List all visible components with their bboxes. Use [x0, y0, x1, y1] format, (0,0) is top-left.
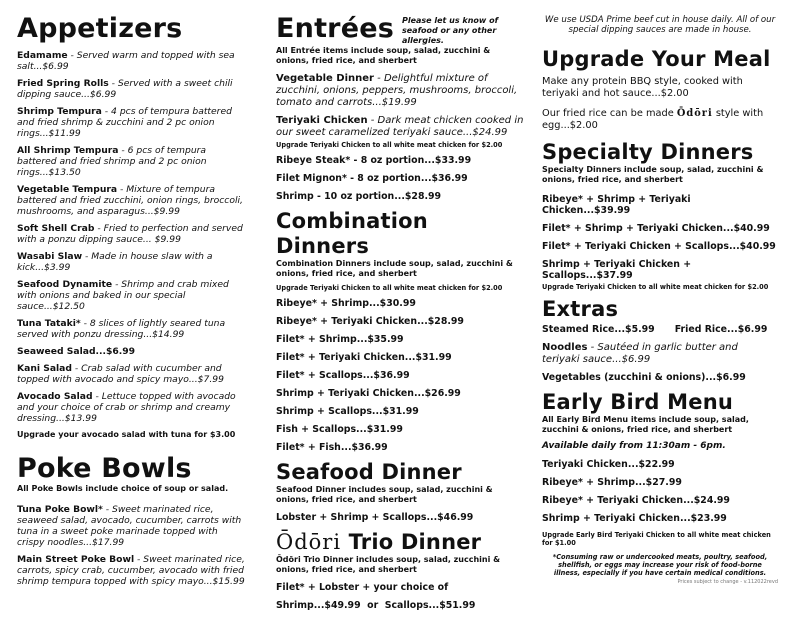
menu-item: Vegetable Dinner - Delightful mixture of zucchini, onions, peppers, mushrooms, broccoli, tomato and carrots...$19.99	[276, 73, 518, 108]
menu-line: Ribeye* + Teriyaki Chicken...$28.99	[276, 316, 464, 327]
menu-line: Shrimp + Teriyaki Chicken...$23.99	[542, 513, 727, 524]
upgrade-bbq: Make any protein BBQ style, cooked with teriyaki and hot sauce...$2.00	[542, 76, 743, 99]
teriyaki-upgrade-note: Upgrade Teriyaki Chicken to all white meat chicken for $2.00	[276, 141, 503, 149]
menu-item: Kani Salad - Crab salad with cucumber and topped with avocado and spicy mayo...$7.99	[17, 363, 224, 385]
early-bird-hours: Available daily from 11:30am - 6pm.	[542, 441, 726, 451]
trio-includes: Ōdōri Trio Dinner includes soup, salad, zucchini & onions, fried rice, and sherbert	[276, 555, 501, 574]
extras-heading: Extras	[542, 297, 619, 321]
early-bird-heading: Early Bird Menu	[542, 390, 734, 414]
entrees-header	[276, 14, 524, 46]
menu-item: Vegetable Tempura - Mixture of tempura battered and fried zucchini, onion rings, broccoli, mushrooms, and asparagus...$9.99	[17, 184, 243, 217]
menu-line: Shrimp - 10 oz portion...$28.99	[276, 191, 442, 202]
poke-bowls-heading: Poke Bowls	[17, 453, 192, 484]
menu-line: Shrimp + Scallops...$31.99	[276, 406, 419, 417]
menu-line: Filet* + Fish...$36.99	[276, 442, 388, 453]
column-right	[542, 0, 778, 585]
menu-line: Lobster + Shrimp + Scallops...$46.99	[276, 512, 474, 523]
specialty-includes: Specialty Dinners include soup, salad, zucchini & onions, fried rice, and sherbert	[542, 165, 764, 184]
appetizers-heading: Appetizers	[17, 13, 183, 44]
combination-upgrade-note: Upgrade Teriyaki Chicken to all white meat chicken for $2.00	[276, 284, 503, 292]
entrees-includes: All Entrée items include soup, salad, zucchini & onions, fried rice, and sherbert	[276, 46, 491, 65]
menu-item: Edamame - Served warm and topped with sea salt...$6.99	[17, 50, 235, 72]
allergy-note: Please let us know of seafood or any other allergies.	[401, 16, 499, 45]
menu-line: Ribeye* + Teriyaki Chicken...$24.99	[542, 495, 730, 506]
combination-includes: Combination Dinners include soup, salad, zucchini & onions, fried rice, and sherbert	[276, 259, 513, 278]
menu-line: Ribeye Steak* - 8 oz portion...$33.99	[276, 155, 472, 166]
usda-note: We use USDA Prime beef cut in house daily. All of our special dipping sauces are made in house.	[544, 15, 776, 35]
trio-heading: Ōdōri Trio Dinner	[276, 530, 482, 554]
appetizers-list	[17, 50, 245, 440]
fine-print: Prices subject to change - v.112022revd	[677, 579, 778, 585]
avocado-upgrade-note: Upgrade your avocado salad with tuna for $3.00	[17, 430, 236, 439]
specialty-heading: Specialty Dinners	[542, 140, 754, 164]
consumer-warning: *Consuming raw or undercooked meats, poultry, seafood, shellfish, or eggs may increase your risk of food-borne illness, especially if you have certain medical conditions.	[552, 553, 768, 577]
entrees-heading: Entrées	[276, 13, 394, 44]
menu-line: Filet* + Shrimp...$35.99	[276, 334, 404, 345]
menu-item: Tuna Poke Bowl* - Sweet marinated rice, seaweed salad, avocado, cucumber, carrots with tuna in a sweet poke marinade topped with crispy noodles...$17.99	[17, 504, 242, 548]
menu-line: Ribeye* + Shrimp...$30.99	[276, 298, 416, 309]
menu-item: Soft Shell Crab - Fried to perfection and served with a ponzu dipping sauce... $9.99	[17, 223, 243, 245]
menu-item: Wasabi Slaw - Made in house slaw with a kick...$3.99	[17, 251, 213, 273]
upgrade-fried-rice: Our fried rice can be made Ōdōri style with egg...$2.00	[542, 108, 764, 131]
menu-line: Filet* + Teriyaki Chicken + Scallops...$40.99	[542, 241, 776, 252]
menu-line: Filet* + Teriyaki Chicken...$31.99	[276, 352, 452, 363]
menu-item: Shrimp Tempura - 4 pcs of tempura battered and fried shrimp & zucchini and 2 pc onion rings...$11.99	[17, 106, 232, 139]
seafood-heading: Seafood Dinner	[276, 460, 462, 484]
menu-line: Teriyaki Chicken...$22.99	[542, 459, 675, 470]
early-bird-upgrade-note: Upgrade Early Bird Teriyaki Chicken to all white meat chicken for $1.00	[542, 531, 771, 547]
menu-item: All Shrimp Tempura - 6 pcs of tempura battered and fried shrimp and 2 pc onion rings...$13.50	[17, 145, 207, 178]
specialty-upgrade-note: Upgrade Teriyaki Chicken to all white meat chicken for $2.00	[542, 283, 769, 291]
poke-subtitle: All Poke Bowls include choice of soup or salad.	[17, 484, 229, 493]
upgrade-meal-heading: Upgrade Your Meal	[542, 47, 771, 71]
menu-line: Shrimp + Teriyaki Chicken...$26.99	[276, 388, 461, 399]
menu-item: Seafood Dynamite - Shrimp and crab mixed with onions and baked in our special sauce...$12.50	[17, 279, 229, 312]
menu-item: Main Street Poke Bowl - Sweet marinated rice, carrots, spicy crab, cucumber, avocado with fried shrimp tempura topped with spicy mayo...$15.99	[17, 554, 245, 587]
menu-item: Fried Spring Rolls - Served with a sweet chili dipping sauce...$6.99	[17, 78, 233, 100]
menu-line: Filet* + Shrimp + Teriyaki Chicken...$40.99	[542, 223, 770, 234]
menu-line: Filet* + Lobster + your choice of	[276, 582, 449, 593]
menu-line: Ribeye* + Shrimp...$27.99	[542, 477, 682, 488]
early-bird-includes: All Early Bird Menu items include soup, salad, zucchini & onions, fried rice, and sherbert	[542, 415, 749, 434]
menu-line: Fish + Scallops...$31.99	[276, 424, 403, 435]
menu-line: Shrimp + Teriyaki Chicken + Scallops...$37.99	[542, 259, 692, 281]
menu-line: Filet* + Scallops...$36.99	[276, 370, 410, 381]
menu-item: Avocado Salad - Lettuce topped with avocado and your choice of crab or shrimp and creamy dressing...$13.99	[17, 391, 236, 424]
seafood-includes: Seafood Dinner includes soup, salad, zucchini & onions, fried rice, and sherbert	[276, 485, 493, 504]
odori-logo: Ōdōri	[276, 530, 342, 554]
menu-line: Shrimp...$49.99 or Scallops...$51.99	[276, 600, 476, 611]
combination-heading: Combination Dinners	[276, 209, 428, 258]
extras-rice: Steamed Rice...$5.99 Fried Rice...$6.99	[542, 324, 768, 335]
menu-item: Tuna Tataki* - 8 slices of lightly seared tuna served with ponzu dressing...$14.99	[17, 318, 226, 340]
menu-line: Filet Mignon* - 8 oz portion...$36.99	[276, 173, 468, 184]
odori-logo: Ōdōri	[676, 108, 713, 119]
column-left	[17, 0, 245, 593]
menu-item: Noodles - Sautéed in garlic butter and teriyaki sauce...$6.99	[542, 342, 738, 365]
menu-line: Vegetables (zucchini & onions)...$6.99	[542, 372, 746, 383]
menu-item: Teriyaki Chicken - Dark meat chicken cooked in our sweet caramelized teriyaki sauce...$24.99	[276, 115, 524, 138]
menu-item: Seaweed Salad...$6.99	[17, 346, 136, 357]
column-middle	[276, 0, 524, 618]
menu-line: Ribeye* + Shrimp + Teriyaki Chicken...$39.99	[542, 194, 691, 216]
